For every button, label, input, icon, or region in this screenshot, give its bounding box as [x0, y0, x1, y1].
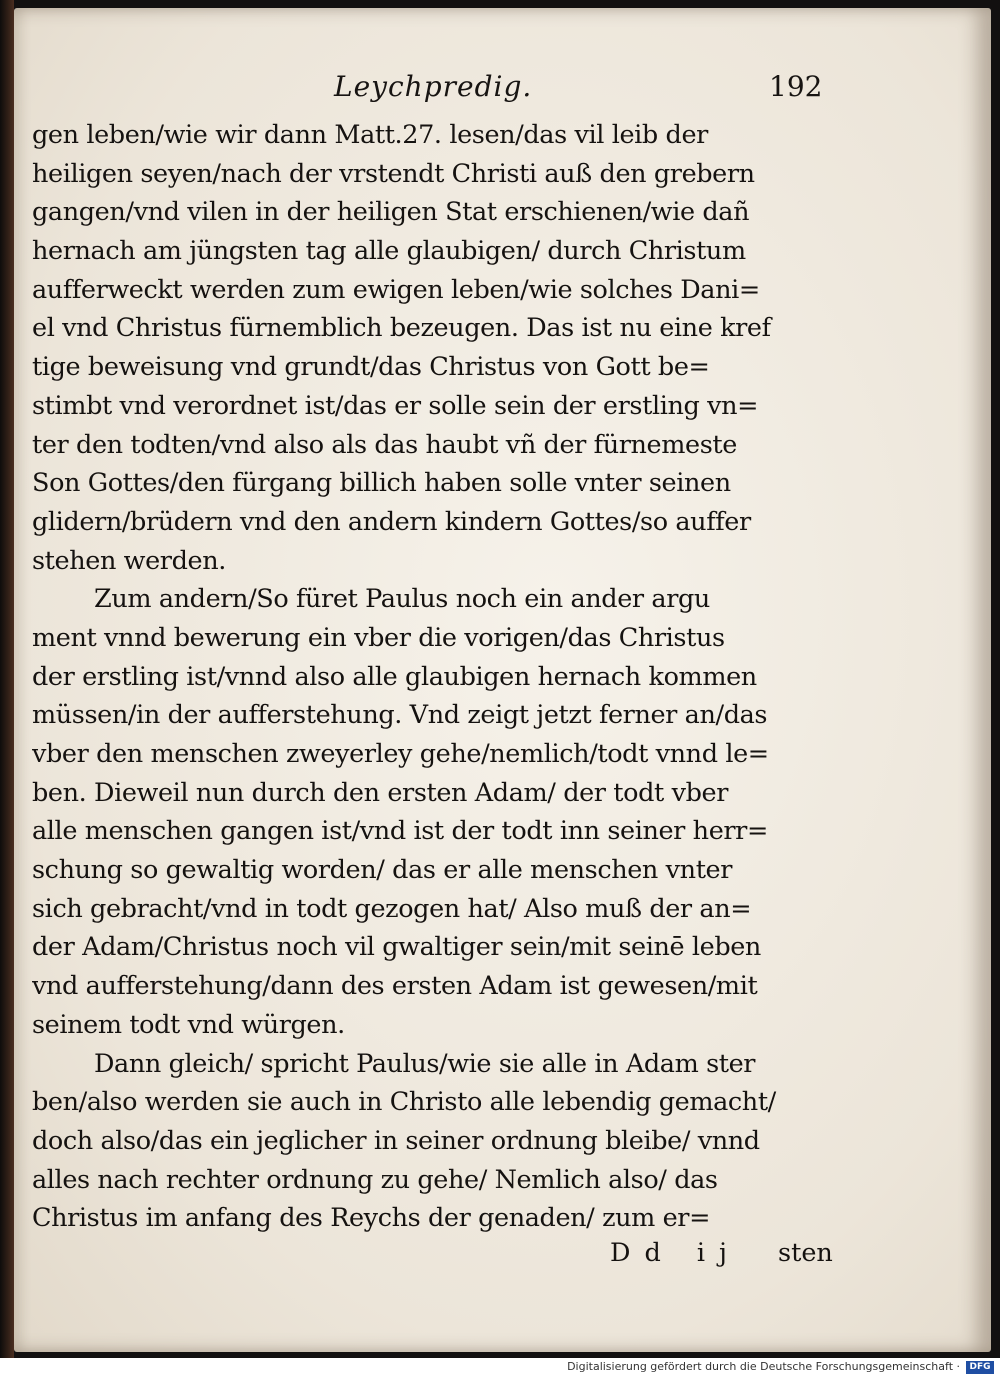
text-line: der erstling ist/vnnd also alle glaubigen hernach kommen — [32, 661, 757, 692]
text-line: sich gebracht/vnd in todt gezogen hat/ Also muß der an= — [32, 893, 752, 924]
text-line: Dann gleich/ spricht Paulus/wie sie alle in Adam ster — [94, 1048, 756, 1079]
text-line: ben. Dieweil nun durch den ersten Adam/ der todt vber — [32, 777, 728, 808]
binding-edge — [0, 0, 14, 1358]
text-line: glidern/brüdern vnd den andern kindern Gottes/so auffer — [32, 506, 751, 537]
text-line: vnd aufferstehung/dann des ersten Adam ist gewesen/mit — [32, 971, 758, 1002]
footer-credit: Digitalisierung gefördert durch die Deutsche Forschungsgemeinschaft · — [567, 1360, 960, 1373]
text-line: tige beweisung vnd grundt/das Christus von Gott be= — [32, 352, 710, 383]
text-line: der Adam/Christus noch vil gwaltiger sein/mit seinē leben — [32, 932, 761, 963]
text-line: seinem todt vnd würgen. — [32, 1009, 345, 1040]
text-line: heiligen seyen/nach der vrstendt Christi auß den grebern — [32, 158, 755, 189]
page-number: 192 — [769, 70, 823, 103]
text-line: ment vnnd bewerung ein vber die vorigen/das Christus — [32, 622, 725, 653]
signature-line — [32, 1238, 862, 1278]
text-line: Zum andern/So füret Paulus noch ein ander argu — [94, 584, 710, 615]
text-line: vber den menschen zweyerley gehe/nemlich/todt vnnd le= — [32, 739, 769, 769]
text-line: stehen werden. — [32, 545, 226, 576]
page-header — [14, 70, 991, 114]
text-line: ben/also werden sie auch in Christo alle lebendig gemacht/ — [32, 1087, 776, 1118]
text-line: Christus im anfang des Reychs der genaden/ zum er= — [32, 1203, 711, 1234]
text-line: alle menschen gangen ist/vnd ist der todt inn seiner herr= — [32, 816, 768, 847]
text-line: el vnd Christus fürnemblich bezeugen. Das ist nu eine kref — [32, 313, 771, 344]
body-text — [32, 116, 862, 1268]
text-line: ter den todten/vnd also als das haubt vñ der fürnemeste — [32, 429, 737, 460]
text-line: stimbt vnd verordnet ist/das er solle sein der erstling vn= — [32, 390, 759, 421]
text-line: alles nach rechter ordnung zu gehe/ Nemlich also/ das — [32, 1164, 718, 1195]
text-line: aufferweckt werden zum ewigen leben/wie solches Dani= — [32, 274, 760, 305]
signature-mark: Dd ij — [610, 1238, 741, 1268]
text-line: gangen/vnd vilen in der heiligen Stat erschienen/wie dañ — [32, 197, 750, 228]
text-line: hernach am jüngsten tag alle glaubigen/ durch Christum — [32, 236, 746, 267]
text-line: gen leben/wie wir dann Matt.27. lesen/das vil leib der — [32, 120, 708, 150]
text-line: Son Gottes/den fürgang billich haben solle vnter seinen — [32, 468, 731, 499]
text-lines — [32, 116, 862, 1238]
footer-bar — [0, 1358, 1000, 1378]
catchword: sten — [778, 1238, 833, 1268]
dfg-logo: DFG — [966, 1361, 994, 1374]
text-line: müssen/in der aufferstehung. Vnd zeigt jetzt ferner an/das — [32, 700, 768, 731]
running-head: Leychpredig. — [334, 70, 533, 103]
text-line: schung so gewaltig worden/ das er alle menschen vnter — [32, 855, 733, 886]
text-line: doch also/das ein jeglicher in seiner ordnung bleibe/ vnnd — [32, 1125, 760, 1156]
book-page — [14, 8, 991, 1352]
